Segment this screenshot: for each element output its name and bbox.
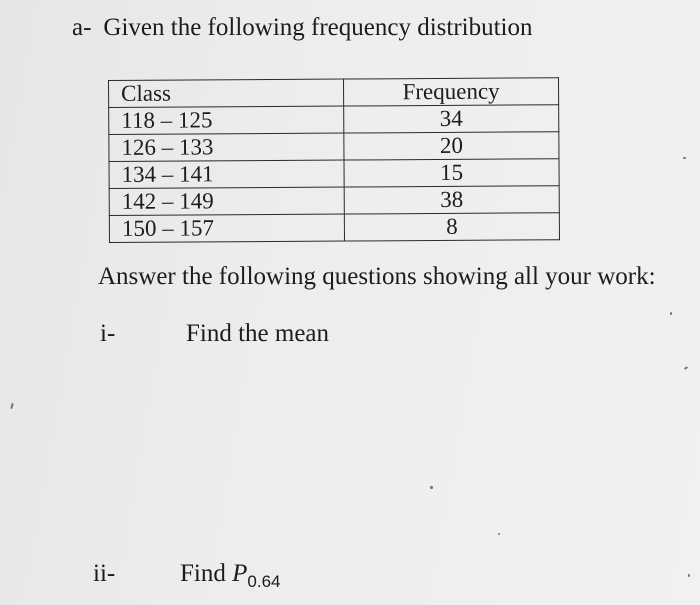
class-cell: 150 – 157: [109, 214, 344, 242]
table-header-row: [109, 78, 559, 108]
question-1-label: i-: [100, 320, 116, 347]
table-row: [109, 105, 559, 135]
percentile-subscript: 0.64: [247, 572, 281, 591]
paper-speck: [670, 312, 672, 315]
frequency-table: [108, 77, 560, 243]
table-row: [109, 132, 559, 162]
table-row: [109, 213, 559, 243]
class-cell: 134 – 141: [109, 160, 344, 188]
heading-text: Given the following frequency distribution: [103, 14, 533, 41]
header-frequency: Frequency: [343, 78, 558, 106]
paper-speck: [683, 157, 686, 159]
question-2-label: ii-: [93, 560, 116, 587]
question-1-text: Find the mean: [186, 320, 330, 347]
instruction-text: Answer the following questions showing all your work:: [98, 263, 656, 290]
frequency-cell: 15: [344, 159, 559, 187]
question-2-prefix: Find: [180, 560, 233, 587]
class-cell: 126 – 133: [109, 133, 344, 161]
paper-speck: [430, 486, 433, 489]
class-cell: 142 – 149: [109, 187, 344, 215]
paper-speck: [684, 366, 688, 370]
percentile-variable: P: [232, 560, 248, 587]
header-class: Class: [109, 79, 344, 107]
frequency-cell: 20: [344, 132, 559, 160]
class-cell: 118 – 125: [109, 106, 344, 134]
table-row: [109, 159, 559, 189]
frequency-cell: 34: [344, 105, 559, 133]
question-heading: [72, 14, 533, 42]
part-label: a-: [72, 14, 92, 41]
frequency-cell: 38: [344, 186, 559, 214]
paper-speck: [10, 403, 13, 409]
paper-speck: [498, 533, 500, 535]
paper-speck: [688, 574, 690, 577]
frequency-cell: 8: [344, 213, 559, 241]
table-row: [109, 186, 559, 216]
question-2-text: [180, 560, 280, 592]
